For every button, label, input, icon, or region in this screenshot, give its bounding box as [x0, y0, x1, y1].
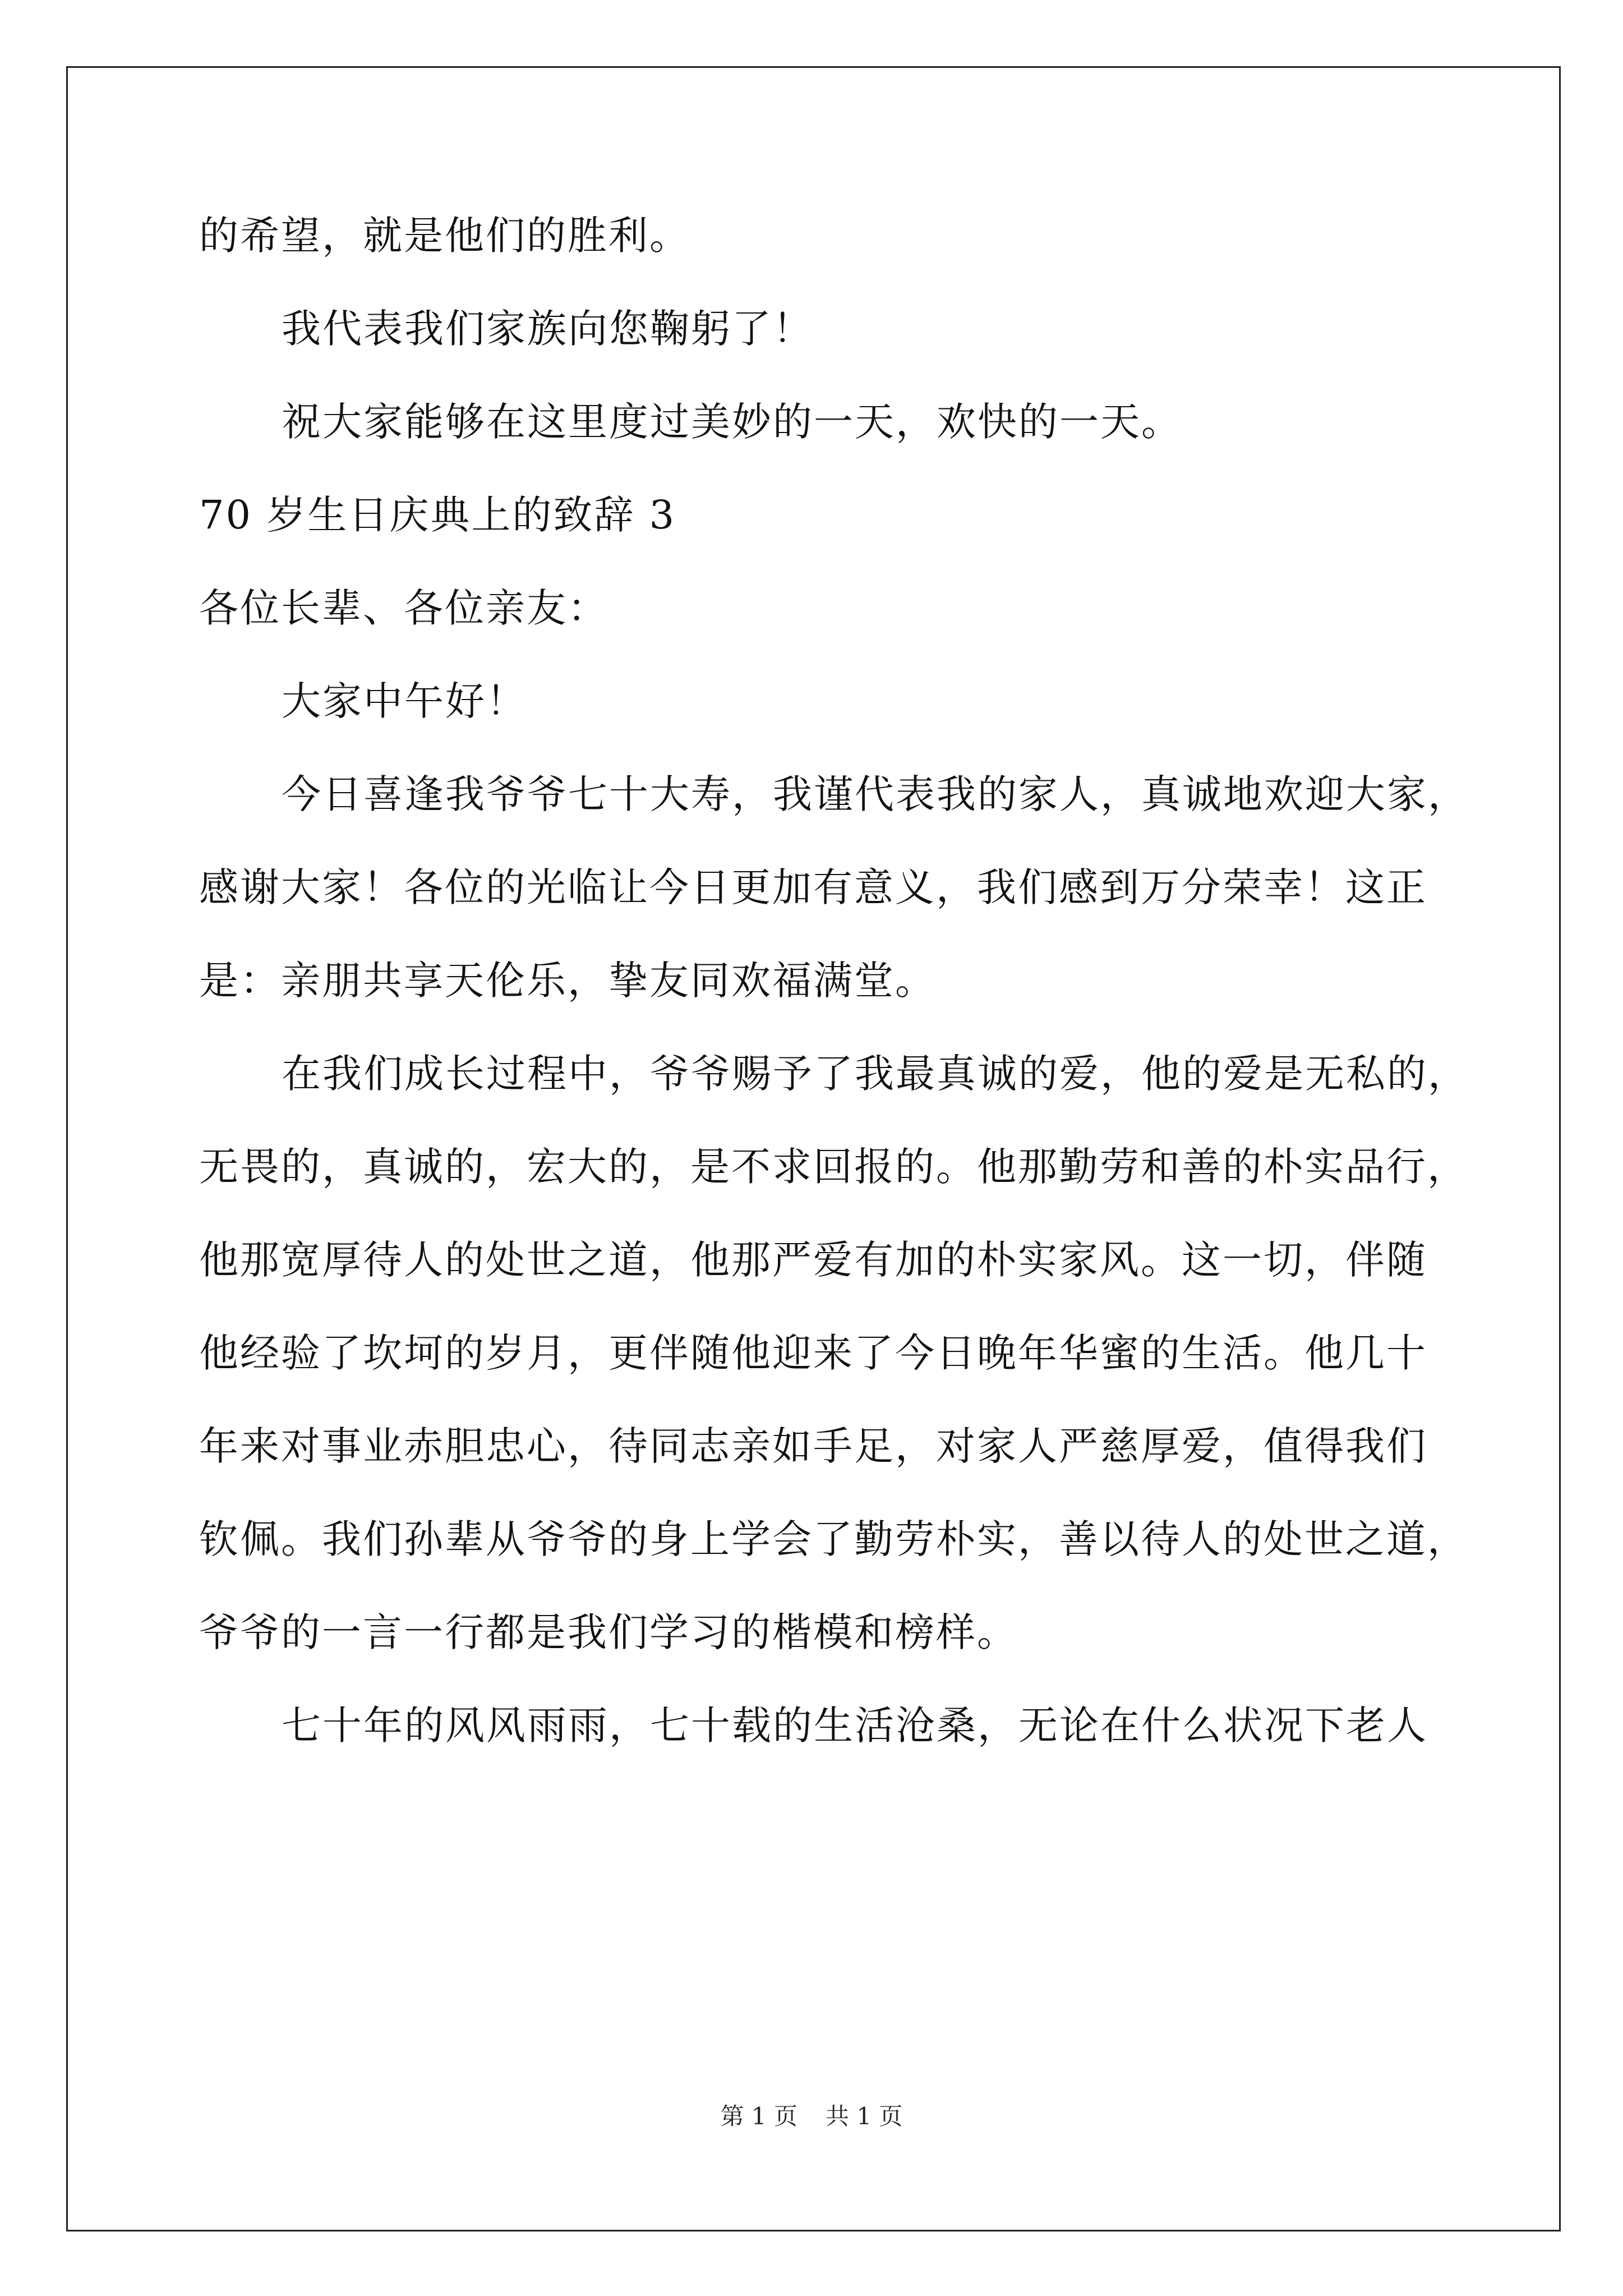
section-heading: 70 岁生日庆典上的致辞 3: [199, 492, 676, 538]
page-total: 共 1 页: [826, 2102, 903, 2130]
text-line: 祝大家能够在这里度过美妙的一天，欢快的一天。: [282, 399, 1182, 445]
text-line: 七十年的风风雨雨，七十载的生活沧桑，无论在什么状况下老人: [282, 1703, 1428, 1749]
page-footer: [0, 2101, 1623, 2132]
text-line: 在我们成长过程中，爷爷赐予了我最真诚的爱，他的爱是无私的，: [282, 1051, 1469, 1097]
page-number: 第 1 页: [720, 2102, 797, 2130]
text-line: 我代表我们家族向您鞠躬了！: [282, 306, 814, 352]
text-line: 今日喜逢我爷爷七十大寿，我谨代表我的家人，真诚地欢迎大家，: [282, 771, 1469, 817]
text-line: 的希望，就是他们的胜利。: [199, 213, 690, 259]
text-line: 年来对事业赤胆忠心，待同志亲如手足，对家人严慈厚爱，值得我们: [199, 1423, 1427, 1469]
text-line: 爷爷的一言一行都是我们学习的楷模和榜样。: [199, 1609, 1018, 1655]
salutation: 各位长辈、各位亲友：: [199, 585, 608, 631]
text-line: 他经验了坎坷的岁月，更伴随他迎来了今日晚年华蜜的生活。他几十: [199, 1330, 1427, 1376]
text-line: 他那宽厚待人的处世之道，他那严爱有加的朴实家风。这一切，伴随: [199, 1237, 1427, 1283]
text-line: 大家中午好！: [282, 678, 527, 724]
text-line: 是：亲朋共享天伦乐，挚友同欢福满堂。: [199, 958, 936, 1004]
text-line: 钦佩。我们孙辈从爷爷的身上学会了勤劳朴实，善以待人的处世之道，: [199, 1516, 1468, 1562]
text-line: 感谢大家！各位的光临让今日更加有意义，我们感到万分荣幸！这正: [199, 864, 1427, 910]
text-line: 无畏的，真诚的，宏大的，是不求回报的。他那勤劳和善的朴实品行，: [199, 1144, 1468, 1190]
